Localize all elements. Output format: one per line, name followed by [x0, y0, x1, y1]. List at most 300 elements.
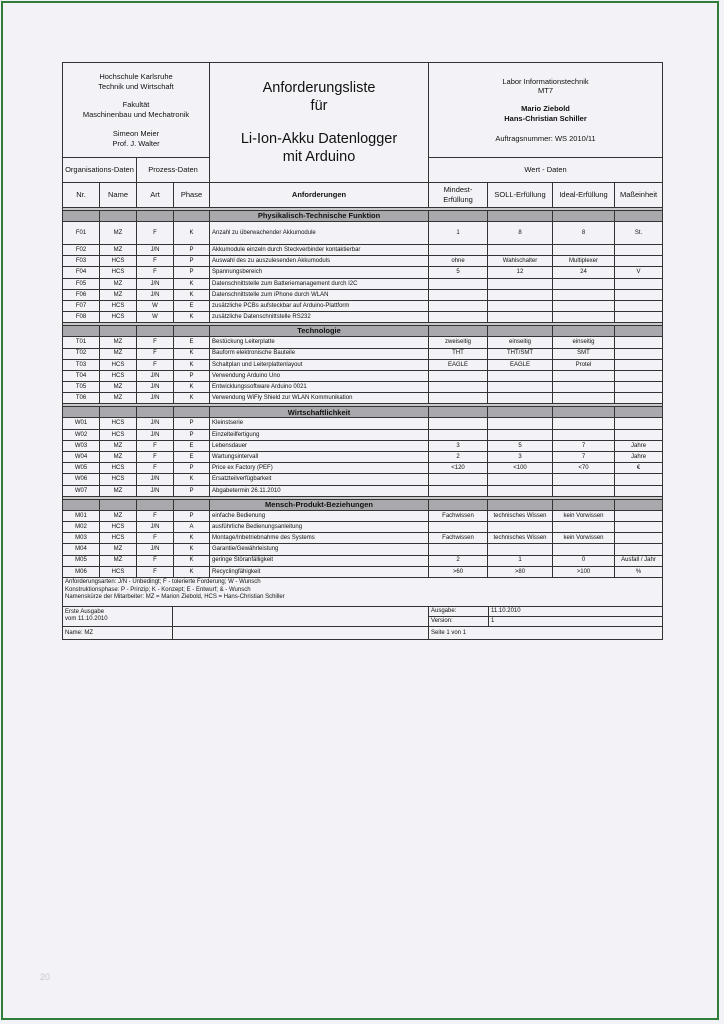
cell-ideal	[553, 370, 615, 381]
cell-anf: Schaltplan und Leiterplattenlayout	[210, 359, 429, 370]
cell-phase: K	[174, 474, 210, 485]
cell-name: MZ	[100, 222, 137, 245]
cell-nr: T05	[63, 382, 100, 393]
cell-art: F	[137, 452, 174, 463]
cell-soll	[488, 300, 553, 311]
cell-name: MZ	[100, 278, 137, 289]
table-row	[63, 429, 663, 440]
cell-nr: F02	[63, 245, 100, 256]
section-header	[63, 211, 663, 222]
cell-name: MZ	[100, 382, 137, 393]
cell-unit	[615, 485, 663, 496]
table-row	[63, 289, 663, 300]
cell-art: F	[137, 256, 174, 267]
cell-ideal: kein Vorwissen	[553, 533, 615, 544]
table-row	[63, 474, 663, 485]
cell-unit	[615, 418, 663, 429]
cell-ideal: >100	[553, 566, 615, 577]
cell-soll: <100	[488, 463, 553, 474]
cell-art: F	[137, 337, 174, 348]
legend	[63, 578, 663, 607]
cell-nr: M05	[63, 555, 100, 566]
cell-unit	[615, 510, 663, 521]
cell-soll	[488, 245, 553, 256]
cell-ideal	[553, 312, 615, 323]
section-title: Wirtschaftlichkeit	[210, 407, 429, 418]
lab-room: MT7	[538, 86, 554, 96]
legend-line-2: Konstruktionsphase: P - Prinzip; K - Konzept; E - Entwurf; & - Wunsch	[65, 586, 251, 593]
cell-phase: P	[174, 256, 210, 267]
cell-min: ohne	[429, 256, 488, 267]
cell-art: F	[137, 510, 174, 521]
cell-nr: T03	[63, 359, 100, 370]
table-row	[63, 300, 663, 311]
cell-unit	[615, 245, 663, 256]
cell-ideal: einseitig	[553, 337, 615, 348]
cell-ideal: 0	[553, 555, 615, 566]
cell-ideal: Protel	[553, 359, 615, 370]
cell-soll	[488, 521, 553, 532]
section-title: Technologie	[210, 326, 429, 337]
footer-name: Name: MZ	[63, 626, 173, 639]
cell-ideal	[553, 300, 615, 311]
cell-name: HCS	[100, 267, 137, 278]
cell-anf: Price ex Factory (PEF)	[210, 463, 429, 474]
cell-ideal	[553, 485, 615, 496]
col-nr: Nr.	[63, 183, 100, 208]
cell-phase: K	[174, 382, 210, 393]
cell-min	[429, 382, 488, 393]
cell-anf: Lebensdauer	[210, 440, 429, 451]
cell-anf: Montage/Inbetriebnahme des Systems	[210, 533, 429, 544]
cell-soll: 12	[488, 267, 553, 278]
cell-anf: Datenschnittstelle zum iPhone durch WLAN	[210, 289, 429, 300]
cell-art: W	[137, 312, 174, 323]
cell-nr: M02	[63, 521, 100, 532]
footer-table	[62, 578, 663, 640]
col-soll: SOLL-Erfüllung	[488, 183, 553, 208]
cell-name: MZ	[100, 510, 137, 521]
table-row	[63, 452, 663, 463]
cell-phase: K	[174, 393, 210, 404]
cell-anf: Spannungsbereich	[210, 267, 429, 278]
value-data-label: Wert - Daten	[429, 158, 663, 183]
cell-soll: Wahlschalter	[488, 256, 553, 267]
cell-ideal: 24	[553, 267, 615, 278]
cell-name: HCS	[100, 474, 137, 485]
table-row	[63, 521, 663, 532]
cell-soll: >80	[488, 566, 553, 577]
title-line-3: Li-Ion-Akku Datenlogger	[240, 130, 398, 147]
cell-anf: Auswahl des zu auszulesenden Akkumoduls	[210, 256, 429, 267]
cell-soll: einseitig	[488, 337, 553, 348]
cell-art: F	[137, 555, 174, 566]
issue-label: Ausgabe:	[429, 606, 489, 616]
cell-anf: geringe Störanfälligkeit	[210, 555, 429, 566]
col-ideal: Ideal-Erfüllung	[553, 183, 615, 208]
cell-phase: K	[174, 359, 210, 370]
table-row	[63, 485, 663, 496]
table-row	[63, 533, 663, 544]
cell-anf: Anzahl zu überwachender Akkumodule	[210, 222, 429, 245]
cell-nr: W01	[63, 418, 100, 429]
cell-unit	[615, 348, 663, 359]
first-issue-date: vom 11.10.2010	[65, 616, 108, 623]
cell-min	[429, 474, 488, 485]
cell-phase: K	[174, 566, 210, 577]
table-row	[63, 312, 663, 323]
cell-nr: F06	[63, 289, 100, 300]
cell-min: 2	[429, 452, 488, 463]
table-row	[63, 278, 663, 289]
legend-line-3: Namenskürze der Mitarbeiter: MZ = Marion Ziebold, HCS = Hans-Christian Schiller	[65, 594, 285, 601]
faculty-label: Fakultät	[122, 100, 150, 110]
cell-art: J/N	[137, 418, 174, 429]
cell-ideal: SMT	[553, 348, 615, 359]
cell-phase: K	[174, 533, 210, 544]
cell-art: J/N	[137, 370, 174, 381]
cell-phase: P	[174, 463, 210, 474]
cell-name: HCS	[100, 463, 137, 474]
cell-art: F	[137, 463, 174, 474]
cell-phase: P	[174, 429, 210, 440]
cell-ideal	[553, 393, 615, 404]
cell-name: MZ	[100, 337, 137, 348]
cell-soll	[488, 312, 553, 323]
cell-phase: E	[174, 440, 210, 451]
cell-unit	[615, 521, 663, 532]
cell-ideal	[553, 418, 615, 429]
org-data-label: Organisations-Daten	[63, 158, 137, 183]
cell-anf: ausführliche Bedienungsanleitung	[210, 521, 429, 532]
cell-nr: T01	[63, 337, 100, 348]
cell-name: HCS	[100, 566, 137, 577]
table-row	[63, 440, 663, 451]
cell-phase: K	[174, 222, 210, 245]
cell-ideal	[553, 544, 615, 555]
cell-nr: W06	[63, 474, 100, 485]
header-table	[62, 62, 663, 578]
cell-soll: 8	[488, 222, 553, 245]
cell-soll: 3	[488, 452, 553, 463]
cell-unit: Jahre	[615, 452, 663, 463]
cell-name: HCS	[100, 521, 137, 532]
cell-min: Fachwissen	[429, 510, 488, 521]
cell-min: 2	[429, 555, 488, 566]
cell-anf: Verwendung WiFly Shield zur WLAN Kommunikation	[210, 393, 429, 404]
cell-unit: %	[615, 566, 663, 577]
issue-value: 11.10.2010	[489, 606, 663, 616]
table-row	[63, 267, 663, 278]
section-title: Physikalisch-Technische Funktion	[210, 211, 429, 222]
cell-unit: Ausfall / Jahr	[615, 555, 663, 566]
cell-name: HCS	[100, 429, 137, 440]
cell-art: J/N	[137, 393, 174, 404]
cell-unit	[615, 337, 663, 348]
cell-phase: K	[174, 555, 210, 566]
cell-anf: Abgabetermin 26.11.2010	[210, 485, 429, 496]
cell-soll: technisches Wissen	[488, 510, 553, 521]
watermark: 20	[40, 972, 51, 982]
cell-ideal	[553, 289, 615, 300]
cell-soll	[488, 382, 553, 393]
cell-art: J/N	[137, 521, 174, 532]
cell-unit: V	[615, 267, 663, 278]
table-row	[63, 256, 663, 267]
table-row	[63, 463, 663, 474]
col-phase: Phase	[174, 183, 210, 208]
table-row	[63, 382, 663, 393]
cell-phase: K	[174, 289, 210, 300]
cell-nr: M01	[63, 510, 100, 521]
cell-min	[429, 278, 488, 289]
title-line-4: mit Arduino	[282, 148, 356, 165]
cell-nr: T02	[63, 348, 100, 359]
cell-anf: zusätzliche Datenschnittstelle RS232	[210, 312, 429, 323]
cell-phase: K	[174, 348, 210, 359]
cell-anf: Wartungsintervall	[210, 452, 429, 463]
cell-art: J/N	[137, 289, 174, 300]
title-line-2: für	[310, 98, 328, 115]
process-data-label: Prozess-Daten	[137, 158, 210, 183]
cell-name: HCS	[100, 359, 137, 370]
faculty-name: Maschinenbau und Mechatronik	[82, 110, 190, 119]
cell-min: <120	[429, 463, 488, 474]
cell-nr: W07	[63, 485, 100, 496]
cell-art: F	[137, 566, 174, 577]
cell-unit	[615, 300, 663, 311]
table-row	[63, 359, 663, 370]
cell-phase: P	[174, 485, 210, 496]
cell-nr: W05	[63, 463, 100, 474]
cell-soll	[488, 289, 553, 300]
cell-phase: A	[174, 521, 210, 532]
cell-ideal	[553, 382, 615, 393]
cell-min	[429, 245, 488, 256]
table-row	[63, 544, 663, 555]
cell-art: J/N	[137, 382, 174, 393]
cell-art: J/N	[137, 245, 174, 256]
cell-unit	[615, 256, 663, 267]
table-row	[63, 370, 663, 381]
cell-min	[429, 418, 488, 429]
cell-min: 5	[429, 267, 488, 278]
cell-phase: P	[174, 245, 210, 256]
cell-anf: Datenschnittstelle zum Batteriemanagement durch I2C	[210, 278, 429, 289]
cell-min	[429, 544, 488, 555]
legend-line-1: Anforderungsarten: J/N - Unbedingt; F - tolerierte Forderung; W - Wunsch	[65, 578, 261, 585]
cell-anf: Bestückung Leiterplatte	[210, 337, 429, 348]
university-subtitle: Technik und Wirtschaft	[98, 81, 174, 91]
cell-art: F	[137, 348, 174, 359]
cell-soll	[488, 544, 553, 555]
cell-anf: Bauform elektronische Bauteile	[210, 348, 429, 359]
document-title	[210, 63, 429, 183]
cell-soll: technisches Wissen	[488, 533, 553, 544]
cell-phase: K	[174, 312, 210, 323]
cell-name: HCS	[100, 418, 137, 429]
cell-phase: E	[174, 337, 210, 348]
lab-name: Labor Informationstechnik	[502, 76, 589, 86]
table-row	[63, 510, 663, 521]
footer-blank	[173, 606, 429, 626]
cell-soll	[488, 278, 553, 289]
cell-art: J/N	[137, 474, 174, 485]
cell-min: zweiseitig	[429, 337, 488, 348]
lab-block	[429, 63, 663, 158]
order-number: Auftragsnummer: WS 2010/11	[495, 133, 596, 143]
table-row	[63, 348, 663, 359]
cell-unit	[615, 429, 663, 440]
cell-phase: E	[174, 452, 210, 463]
cell-anf: Ersatzteilverfügbarkeit	[210, 474, 429, 485]
table-row	[63, 337, 663, 348]
cell-min: 3	[429, 440, 488, 451]
cell-unit	[615, 370, 663, 381]
cell-nr: F07	[63, 300, 100, 311]
cell-nr: F04	[63, 267, 100, 278]
cell-anf: Verwendung Arduino Uno	[210, 370, 429, 381]
cell-soll	[488, 474, 553, 485]
version-value: 1	[489, 616, 663, 626]
page-number: Seite 1 von 1	[429, 626, 663, 639]
cell-soll: 1	[488, 555, 553, 566]
cell-unit	[615, 382, 663, 393]
cell-name: HCS	[100, 300, 137, 311]
cell-nr: F08	[63, 312, 100, 323]
cell-ideal: kein Vorwissen	[553, 510, 615, 521]
cell-art: J/N	[137, 544, 174, 555]
cell-anf: Kleinstserie	[210, 418, 429, 429]
cell-min	[429, 370, 488, 381]
cell-art: F	[137, 533, 174, 544]
cell-phase: K	[174, 544, 210, 555]
cell-min: >60	[429, 566, 488, 577]
author-name: Simeon Meier	[112, 128, 160, 138]
cell-ideal	[553, 429, 615, 440]
cell-anf: Garantie/Gewährleistung	[210, 544, 429, 555]
cell-art: F	[137, 267, 174, 278]
cell-nr: T06	[63, 393, 100, 404]
cell-phase: P	[174, 370, 210, 381]
cell-unit	[615, 312, 663, 323]
cell-unit: €	[615, 463, 663, 474]
cell-min	[429, 289, 488, 300]
cell-unit	[615, 544, 663, 555]
cell-ideal: <70	[553, 463, 615, 474]
cell-name: MZ	[100, 393, 137, 404]
cell-ideal	[553, 245, 615, 256]
cell-name: MZ	[100, 348, 137, 359]
cell-unit	[615, 393, 663, 404]
col-min: Mindest-Erfüllung	[429, 183, 488, 208]
cell-ideal: Multiplexer	[553, 256, 615, 267]
university-name: Hochschule Karlsruhe	[99, 71, 173, 81]
section-header	[63, 326, 663, 337]
cell-soll	[488, 370, 553, 381]
cell-nr: W04	[63, 452, 100, 463]
cell-anf: Akkumodule einzeln durch Steckverbinder kontaktierbar	[210, 245, 429, 256]
table-row	[63, 418, 663, 429]
first-issue	[63, 606, 173, 626]
cell-phase: K	[174, 278, 210, 289]
col-name: Name	[100, 183, 137, 208]
cell-ideal	[553, 278, 615, 289]
cell-art: F	[137, 222, 174, 245]
cell-name: MZ	[100, 245, 137, 256]
cell-unit	[615, 278, 663, 289]
cell-min	[429, 393, 488, 404]
section-title: Mensch-Produkt-Beziehungen	[210, 499, 429, 510]
cell-soll: 5	[488, 440, 553, 451]
cell-min: EAGLE	[429, 359, 488, 370]
title-line-1: Anforderungsliste	[262, 80, 376, 97]
cell-name: MZ	[100, 452, 137, 463]
cell-nr: M06	[63, 566, 100, 577]
col-unit: Maßeinheit	[615, 183, 663, 208]
cell-unit	[615, 289, 663, 300]
cell-name: MZ	[100, 440, 137, 451]
cell-art: J/N	[137, 278, 174, 289]
cell-min	[429, 521, 488, 532]
cell-min	[429, 312, 488, 323]
requirements-sheet	[62, 62, 662, 640]
cell-phase: P	[174, 418, 210, 429]
professor-name: Prof. J. Walter	[112, 138, 160, 148]
member-2: Hans-Christian Schiller	[504, 113, 587, 123]
cell-ideal: 8	[553, 222, 615, 245]
cell-nr: T04	[63, 370, 100, 381]
cell-art: J/N	[137, 485, 174, 496]
cell-nr: W02	[63, 429, 100, 440]
cell-soll	[488, 393, 553, 404]
cell-phase: P	[174, 267, 210, 278]
cell-ideal: 7	[553, 440, 615, 451]
section-header	[63, 407, 663, 418]
cell-art: W	[137, 300, 174, 311]
cell-name: HCS	[100, 256, 137, 267]
cell-name: HCS	[100, 312, 137, 323]
cell-min	[429, 485, 488, 496]
col-requirements: Anforderungen	[210, 183, 429, 208]
cell-soll	[488, 485, 553, 496]
cell-unit	[615, 359, 663, 370]
institution-block	[63, 63, 210, 158]
version-label: Version:	[429, 616, 489, 626]
cell-min	[429, 429, 488, 440]
first-issue-label: Erste Ausgabe	[65, 609, 105, 616]
table-row	[63, 393, 663, 404]
cell-unit: St.	[615, 222, 663, 245]
cell-soll: EAGLE	[488, 359, 553, 370]
cell-unit	[615, 533, 663, 544]
table-row	[63, 222, 663, 245]
cell-name: MZ	[100, 485, 137, 496]
cell-min	[429, 300, 488, 311]
cell-unit: Jahre	[615, 440, 663, 451]
cell-name: HCS	[100, 370, 137, 381]
cell-nr: F03	[63, 256, 100, 267]
cell-name: MZ	[100, 289, 137, 300]
cell-name: MZ	[100, 555, 137, 566]
cell-soll: THT/SMT	[488, 348, 553, 359]
table-row	[63, 245, 663, 256]
cell-phase: P	[174, 510, 210, 521]
cell-ideal	[553, 521, 615, 532]
footer-blank-2	[173, 626, 429, 639]
cell-nr: M04	[63, 544, 100, 555]
cell-anf: Entwicklungssoftware Arduino 0021	[210, 382, 429, 393]
